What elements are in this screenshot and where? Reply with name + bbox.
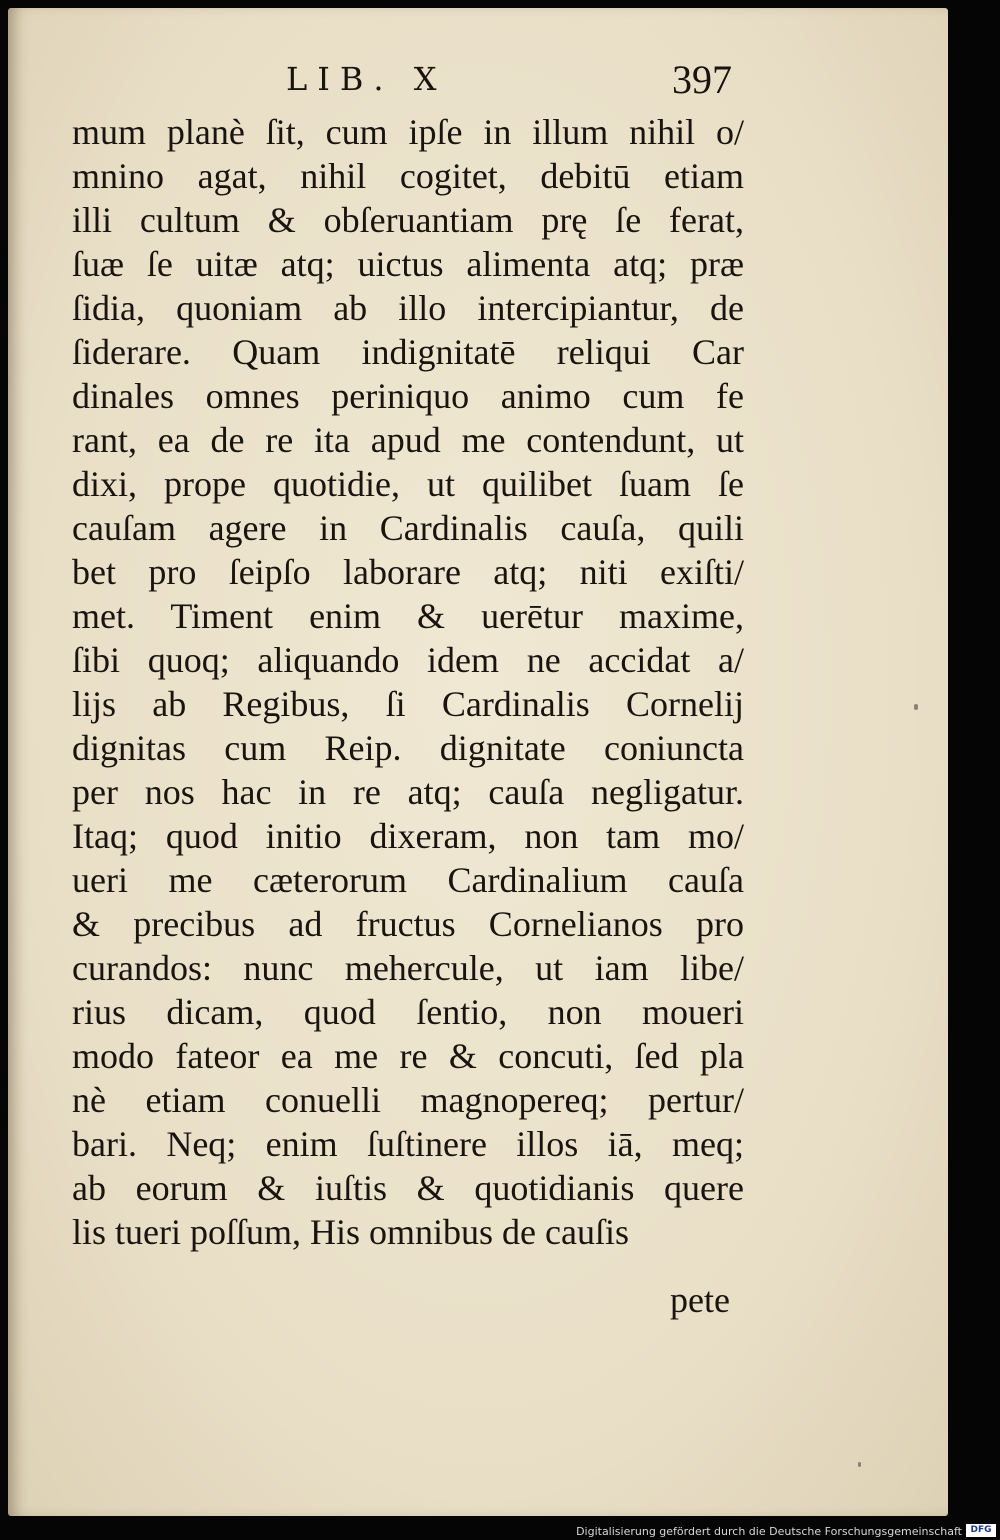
text-line: Itaq; quod initio dixeram, non tam mo/	[72, 816, 744, 856]
text-line: per nos hac in re atq; cauſa negligatur.	[72, 772, 744, 812]
text-line: bet pro ſeipſo laborare atq; niti exiſti/	[72, 552, 744, 592]
text-line: mum planè ſit, cum ipſe in illum nihil o/	[72, 112, 744, 152]
page-header	[8, 57, 948, 110]
text-line: dignitas cum Reip. dignitate coniuncta	[72, 728, 744, 768]
running-head: LIB. X	[286, 60, 447, 98]
text-line: dixi, prope quotidie, ut quilibet ſuam ſe	[72, 464, 744, 504]
paper-speck	[914, 704, 918, 710]
text-line: lis tueri poſſum, His omnibus de cauſis	[72, 1212, 629, 1252]
text-line: illi cultum & obſeruantiam prę ſe ferat,	[72, 200, 744, 240]
text-line: rant, ea de re ita apud me contendunt, ut	[72, 420, 744, 460]
text-line: & precibus ad fructus Cornelianos pro	[72, 904, 744, 944]
text-line: mnino agat, nihil cogitet, debitū etiam	[72, 156, 744, 196]
text-line: rius dicam, quod ſentio, non moueri	[72, 992, 744, 1032]
text-line: nè etiam conuelli magnopereq; pertur/	[72, 1080, 744, 1120]
paper-speck	[858, 1462, 861, 1467]
text-line: met. Timent enim & uerētur maxime,	[72, 596, 744, 636]
page-number: 397	[672, 57, 732, 102]
book-page	[8, 8, 948, 1516]
text-line: ſibi quoq; aliquando idem ne accidat a/	[72, 640, 744, 680]
text-line: ab eorum & iuſtis & quotidianis quere	[72, 1168, 744, 1208]
digitization-credit: Digitalisierung gefördert durch die Deutsche Forschungsgemeinschaft	[576, 1525, 962, 1538]
dfg-logo: DFG	[966, 1524, 996, 1537]
text-line: lijs ab Regibus, ſi Cardinalis Cornelij	[72, 684, 744, 724]
catchword: pete	[670, 1280, 730, 1320]
text-line: ueri me cæterorum Cardinalium cauſa	[72, 860, 744, 900]
text-line: bari. Neq; enim ſuſtinere illos iā, meq;	[72, 1124, 744, 1164]
text-line: ſuæ ſe uitæ atq; uictus alimenta atq; præ	[72, 244, 744, 284]
text-line: ſidia, quoniam ab illo intercipiantur, de	[72, 288, 744, 328]
text-line: cauſam agere in Cardinalis cauſa, quili	[72, 508, 744, 548]
text-line: curandos: nunc mehercule, ut iam libe/	[72, 948, 744, 988]
text-line: ſiderare. Quam indignitatē reliqui Car	[72, 332, 744, 372]
text-line: dinales omnes periniquo animo cum fe	[72, 376, 744, 416]
text-block	[72, 110, 744, 1254]
text-line: modo fateor ea me re & concuti, ſed pla	[72, 1036, 744, 1076]
